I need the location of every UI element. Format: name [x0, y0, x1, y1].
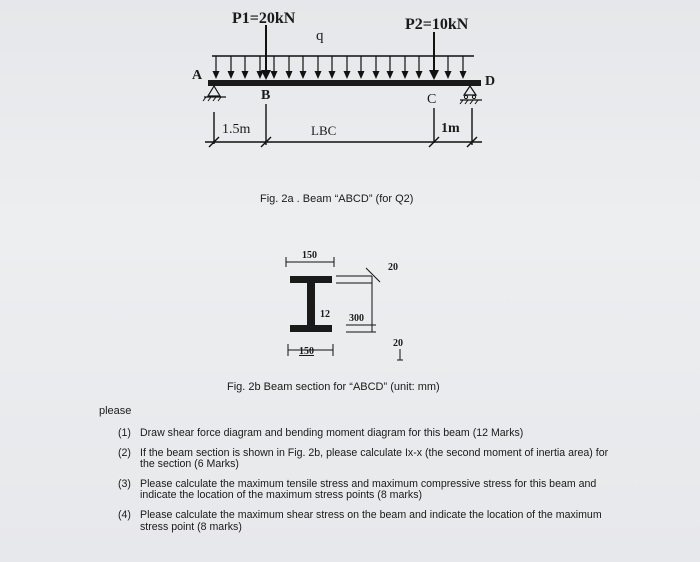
q-arrow-icon: [228, 56, 235, 79]
point-c-label: C: [427, 92, 437, 107]
question-item: [118, 428, 618, 440]
q-arrow-icon: [329, 56, 336, 79]
beam-diagram: [0, 0, 700, 190]
question-text: Draw shear force diagram and bending moment diagram for this beam (12 Marks): [140, 427, 524, 439]
q-arrow-icon: [344, 56, 351, 79]
roller-support-icon: [460, 86, 482, 104]
question-number: (4): [118, 508, 131, 521]
question-item: [118, 510, 618, 533]
web-thickness-label: 12: [320, 309, 330, 320]
question-number: (1): [118, 427, 131, 439]
beam-abcd: [208, 80, 481, 86]
fig-2a-caption: Fig. 2a . Beam “ABCD” (for Q2): [260, 193, 414, 205]
question-item: [118, 479, 618, 502]
bottom-flange-width-label: 150: [299, 346, 314, 357]
q-arrow-icon: [213, 56, 220, 79]
q-arrow-icon: [315, 56, 322, 79]
fig-2b-caption: Fig. 2b Beam section for “ABCD” (unit: mm): [227, 381, 440, 393]
question-text: If the beam section is shown in Fig. 2b, please calculate Ix-x (the second moment of inertia area) for the section (6 Marks): [140, 446, 609, 471]
dim-bc-label: LBC: [311, 123, 337, 138]
question-text: Please calculate the maximum tensile stress and maximum compressive stress for this beam and indicate the location of the maximum stress points (8 marks): [140, 477, 597, 502]
q-arrow-icon: [445, 56, 452, 79]
point-d-label: D: [485, 74, 496, 89]
point-a-label: A: [192, 68, 203, 83]
question-number: (3): [118, 477, 131, 490]
q-arrow-icon: [242, 56, 249, 79]
i-beam-section-shape: [290, 276, 332, 332]
q-arrow-icon: [286, 56, 293, 79]
load-p1-label: P1=20kN: [232, 10, 296, 27]
q-arrow-icon: [460, 56, 467, 79]
point-b-label: B: [261, 88, 271, 103]
q-arrow-icon: [271, 56, 278, 79]
intro-text: please: [99, 405, 132, 417]
load-p2-label: P2=10kN: [405, 16, 469, 33]
question-text: Please calculate the maximum shear stress on the beam and indicate the location of the maximum stress point (8 marks): [140, 508, 602, 533]
q-arrow-icon: [300, 56, 307, 79]
q-arrow-icon: [416, 56, 423, 79]
top-flange-width-label: 150: [302, 250, 317, 261]
dim-ab-label: 1.5m: [222, 122, 251, 137]
question-list: [118, 428, 618, 541]
load-q-label: q: [316, 28, 324, 44]
dim-cd-label: 1m: [441, 121, 460, 136]
q-arrow-icon: [257, 56, 264, 79]
i-beam-section-diagram: [0, 210, 700, 380]
q-arrow-icon: [402, 56, 409, 79]
q-arrow-icon: [387, 56, 394, 79]
q-arrow-icon: [373, 56, 380, 79]
bottom-flange-thickness-label: 20: [393, 338, 403, 349]
question-number: (2): [118, 446, 131, 459]
q-arrow-icon: [358, 56, 365, 79]
pin-support-a-icon: [203, 86, 226, 101]
question-item: [118, 448, 618, 471]
top-flange-thickness-label: 20: [388, 262, 398, 273]
height-label: 300: [349, 313, 364, 324]
